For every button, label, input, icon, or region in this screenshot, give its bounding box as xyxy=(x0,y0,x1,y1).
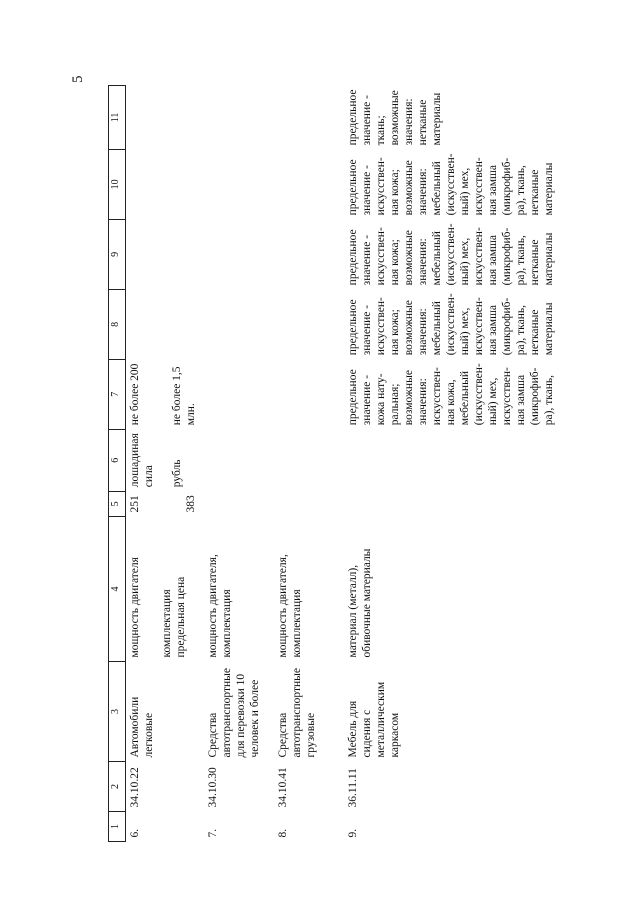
col-header: 4 xyxy=(109,517,126,662)
cell-line: (микрофиб- xyxy=(500,157,513,216)
cell-line: ральная; xyxy=(388,383,401,426)
cell-line: возможные xyxy=(402,370,415,426)
cell-line: значения: xyxy=(416,168,429,216)
table-row xyxy=(344,85,558,841)
row-number: 8. xyxy=(276,828,289,838)
unit-name: лошадиная сила рубль xyxy=(129,433,184,488)
page-number: 5 xyxy=(70,75,86,83)
cell-line: (искусствен- xyxy=(444,153,457,216)
cell-line: искусствен- xyxy=(374,227,387,286)
cell-line: нетканые xyxy=(416,99,429,146)
cell-line: ная кожа, xyxy=(444,379,457,426)
cell-line: ная замша xyxy=(486,304,499,356)
unit-code: 251 383 xyxy=(129,495,198,513)
row-number: 9. xyxy=(346,828,359,838)
value-col10 xyxy=(126,149,204,219)
cell-line: (искусствен- xyxy=(444,223,457,286)
cell-line: предельное xyxy=(346,229,359,286)
cell-line: (искусствен- xyxy=(444,293,457,356)
cell-line: значения: xyxy=(416,308,429,356)
cell-line: предельное xyxy=(346,89,359,146)
col-header: 10 xyxy=(109,149,126,219)
cell-line: ный) мех, xyxy=(458,237,471,286)
col-header: 2 xyxy=(109,762,126,812)
cell-line: ткань; xyxy=(374,115,387,146)
cell-line: ная замша xyxy=(486,235,499,286)
cell-line: мебельный xyxy=(430,301,443,356)
col-header: 1 xyxy=(109,812,126,842)
cell-line: искусствен- xyxy=(472,157,485,216)
table-row xyxy=(204,85,274,841)
cell-line: значение - xyxy=(360,165,373,216)
cell-line: ная кожа; xyxy=(388,239,401,286)
product-name: Средства автотранспортные для перевозки 10 человек и более xyxy=(206,667,261,758)
cell-line: (микрофиб- xyxy=(500,297,513,356)
cell-line: (микрофиб- xyxy=(500,227,513,286)
table-row xyxy=(126,85,204,841)
characteristics: мощность двигателя, комплектация xyxy=(276,554,303,658)
value-col9 xyxy=(126,219,204,289)
cell-line: ная кожа; xyxy=(388,309,401,356)
cell-line: значения: xyxy=(416,238,429,286)
cell-line: искусствен- xyxy=(500,367,513,426)
cell-line: мебельный xyxy=(430,231,443,286)
cell-line: материалы xyxy=(542,162,555,216)
product-name: Мебель для сидения с металлическим каркасом xyxy=(346,681,401,758)
col-header: 8 xyxy=(109,289,126,359)
cell-line: ра), ткань, xyxy=(514,305,527,356)
cell-line: предельное xyxy=(346,299,359,356)
cell-line: мебельный xyxy=(458,371,471,426)
cell-line: ра), ткань, xyxy=(514,235,527,286)
cell-line: значение - xyxy=(360,95,373,146)
col-header: 6 xyxy=(109,429,126,491)
cell-line: материалы xyxy=(542,302,555,356)
row-number: 6. xyxy=(129,828,141,838)
value-col11 xyxy=(126,85,204,149)
cell-line: искусствен- xyxy=(374,297,387,356)
cell-line: ра), ткань, xyxy=(514,165,527,216)
cell-line: возможные xyxy=(402,300,415,356)
cell-line: ная замша xyxy=(486,165,499,216)
okpd-code: 34.10.30 xyxy=(206,767,219,808)
row-number: 7. xyxy=(206,828,219,838)
okpd-code: 34.10.22 xyxy=(129,767,141,808)
cell-line: искусствен- xyxy=(472,297,485,356)
value-col8 xyxy=(344,289,558,359)
cell-line: кожа нату- xyxy=(374,373,387,426)
product-name: Автомобили легковые xyxy=(129,696,156,758)
cell-line: ный) мех, xyxy=(486,377,499,426)
value-col10 xyxy=(344,149,558,219)
cell-line: материалы xyxy=(542,232,555,286)
cell-line: значения: xyxy=(416,378,429,426)
cell-line: ная кожа; xyxy=(388,169,401,216)
table-row xyxy=(274,85,344,841)
cell-line: нетканые xyxy=(528,309,541,356)
cell-line: (микрофиб- xyxy=(528,367,541,426)
value-col7 xyxy=(344,359,558,429)
value-col8 xyxy=(126,289,204,359)
table-border xyxy=(108,841,123,842)
characteristics: мощность двигателя, комплектация xyxy=(206,554,233,658)
value-col7: не более 200 не более 1,5 млн. xyxy=(129,363,198,426)
cell-line: возможные xyxy=(402,230,415,286)
col-header: 5 xyxy=(109,491,126,516)
cell-line: возможные xyxy=(402,160,415,216)
cell-line: нетканые xyxy=(528,239,541,286)
cell-line: возможные xyxy=(388,90,401,146)
cell-line: нетканые xyxy=(528,169,541,216)
cell-line: значение - xyxy=(360,234,373,286)
cell-line: искусствен- xyxy=(374,157,387,216)
cell-line: значения: xyxy=(402,98,415,146)
col-header: 9 xyxy=(109,219,126,289)
cell-line: искусствен- xyxy=(472,227,485,286)
okpd-code: 36.11.11 xyxy=(346,768,359,808)
cell-line: ный) мех, xyxy=(458,307,471,356)
header-row xyxy=(109,85,126,841)
cell-line: значение - xyxy=(360,304,373,356)
characteristics: материал (металл), обивочные материалы xyxy=(346,548,373,658)
cell-line: ный) мех, xyxy=(458,167,471,216)
cell-line: предельное xyxy=(346,159,359,216)
okpd-code: 34.10.41 xyxy=(276,767,289,808)
col-header: 7 xyxy=(109,359,126,429)
cell-line: материалы xyxy=(430,92,443,146)
cell-line: искусствен- xyxy=(430,367,443,426)
cell-line: мебельный xyxy=(430,161,443,216)
value-col9 xyxy=(344,219,558,289)
cell-line: предельное xyxy=(346,369,359,426)
cell-line: ная замша xyxy=(514,374,527,426)
characteristics: мощность двигателя комплектация предельная цена xyxy=(129,557,188,658)
classification-table xyxy=(108,85,558,842)
col-header: 3 xyxy=(109,662,126,762)
cell-line: значение - xyxy=(360,374,373,426)
value-col11 xyxy=(344,85,558,149)
product-name: Средства автотранспортные грузовые xyxy=(276,667,317,758)
cell-line: (искусствен- xyxy=(472,363,485,426)
cell-line: ра), ткань, xyxy=(542,374,555,426)
col-header: 11 xyxy=(109,85,126,149)
